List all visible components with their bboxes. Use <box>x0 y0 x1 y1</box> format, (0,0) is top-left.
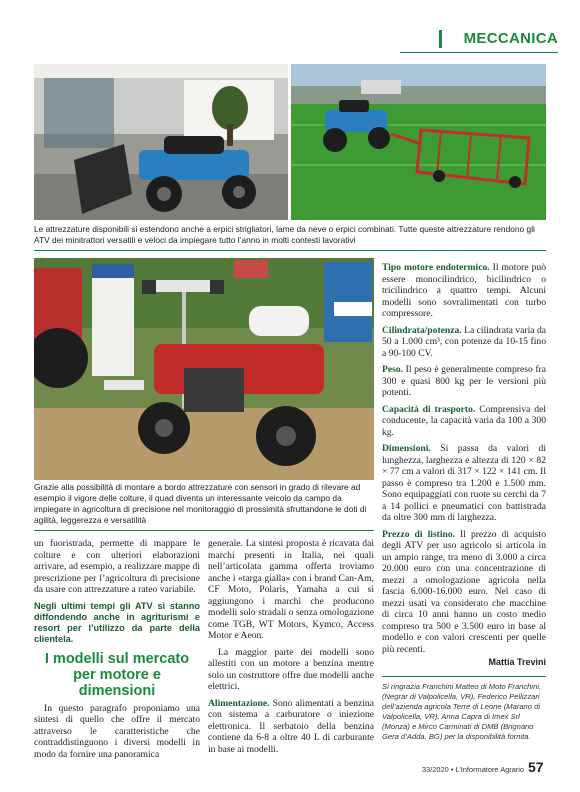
caption-top-rule <box>34 250 546 251</box>
spec-price: Prezzo di listino. Il prezzo di acquisto degli ATV per uso agricolo si articola in un ampio range, tra meno di 3.000 a circa 20.000 euro con una concentrazione di mezzi a omologazione agricola nella fascia 6.000-16.000 euro. Nel caso di mezzi usati va considerato che macchine di circa 10 anni hanno un costo medio compreso tra 500 e 3.500 euro in base al modello e con valori crescenti per quelle più recenti. <box>382 528 546 655</box>
atv-snowplow-photo <box>34 64 288 220</box>
atv-harrow-photo <box>291 64 546 220</box>
col2-para2: La maggior parte dei modelli sono allestiti con un motore a benzina mentre solo un costruttore offre due modelli anche elettrici. <box>208 646 374 692</box>
spec-list <box>382 262 546 669</box>
caption-middle-rule <box>34 530 374 531</box>
photo-atv-harrow <box>291 64 546 220</box>
spec-engine: Tipo motore endotermico. Il motore può essere monocilindrico, bicilindrico o tricilindrico a quattro tempi. Alcuni modelli sono sovralimentati con turbo compressore. <box>382 262 547 319</box>
col2-para3: Alimentazione. Sono alimentati a benzina con sistema a carburatore o iniezione elettronica. Il serbatoio della benzina contiene da 6-8 a oltre 40 L di carburante in base ai modelli. <box>208 697 374 755</box>
section-rule <box>400 52 558 53</box>
col1-highlight: Negli ultimi tempi gli ATV si stanno diffondendo anche in agriturismi e resort per l’utilizzo da parte della clientela. <box>34 600 200 644</box>
caption-top: Le attrezzature disponibili si estendono anche a erpici strigliatori, lame da neve o erpici combinati. Tutte queste attrezzature rendono gli ATV dei minitrattori versatili e veloci da impiegare tutto l’anno in molti contesti lavorativi <box>34 224 535 245</box>
section-heading: I modelli sul mercato per motore e dimensioni <box>44 650 190 699</box>
column-1 <box>34 538 200 765</box>
photo-atv-sensors <box>34 258 374 480</box>
ack-rule <box>382 676 546 677</box>
col2-para1: generale. La sintesi proposta è ricavata dai marchi presenti in Italia, nei quali nell’articolata gamma offerta troviamo anche i «targa gialla» con i brand Can-Am, CF Moto, Polaris, Yamaha a cui si aggiungono i marchi che producono modelli solo stradali o senza omologazione come TGB, WT Motors, Kymco, Access Motor e Aeon. <box>208 538 374 641</box>
spec-dimensions: Dimensioni. Si passa da valori di lunghezza, larghezza e altezza di 120 × 82 × 77 cm a valori di 317 × 122 × 141 cm. Il passo è compreso tra 1.200 e 1.500 mm. Sono equipaggiati con ruote su cerchi da 7 a 14 pollici e pneumatici con battistrada da oltre 300 mm di larghezza. <box>382 443 546 523</box>
spec-weight: Peso. Il peso è generalmente compreso fra 300 e quasi 800 kg per le versioni più potenti. <box>382 364 546 398</box>
page-number: 57 <box>528 759 544 775</box>
spec-displacement: Cilindrata/potenza. La cilindrata varia da 50 a 1.000 cm³, con potenze da 10-15 fino a 90-100 CV. <box>382 324 546 359</box>
footer-issue: 33/2020 • L’Informatore Agrario <box>422 765 525 774</box>
spec-capacity: Capacità di trasporto. Comprensiva del conducente, la capacità varia da 100 a 300 kg. <box>382 403 546 438</box>
col1-para1: un fuoristrada, permette di mappare le colture e con ulteriori elaborazioni arrivare, ad esempio, a realizzare mappe di prescrizione per l’agricoltura di precisione da usare con attrezzature a rateo variabile. <box>34 538 200 595</box>
caption-middle: Grazie alla possibilità di montare a bordo attrezzature con sensori in grado di rilevare ad esempio il vigore delle colture, il quad diventa un interessante veicolo da campo da impiegare in agricoltura di precisione nel monitoraggio di prossimità sfruttandone le doti di agilità, leggerezza e versatilità <box>34 482 367 525</box>
acknowledgement: Si ringrazia Franchini Matteo di Moto Franchini, (Negrar di Valpolicella, VR), Federico Pellizzari dell’azienda agricola Terre di Leone (Marano di Valpolicella, VR), Anna Capra di Imex Srl (Monza) e Mirco Carminati di DMB (Brignano Gera d’Adda, BG) per la disponibilità fornita. <box>382 682 542 741</box>
atv-sensor-photo <box>34 258 374 480</box>
author: Mattia Trevini <box>488 657 546 667</box>
section-marker <box>439 30 442 48</box>
column-2 <box>208 538 374 760</box>
photo-atv-snowplow <box>34 64 288 220</box>
section-title: MECCANICA <box>463 30 558 47</box>
col1-para3: In questo paragrafo proponiamo una sintesi di quello che offre il mercato attraverso le caratteristiche che contraddistinguono i diversi modelli in modo da fornire una panoramica <box>34 702 200 760</box>
